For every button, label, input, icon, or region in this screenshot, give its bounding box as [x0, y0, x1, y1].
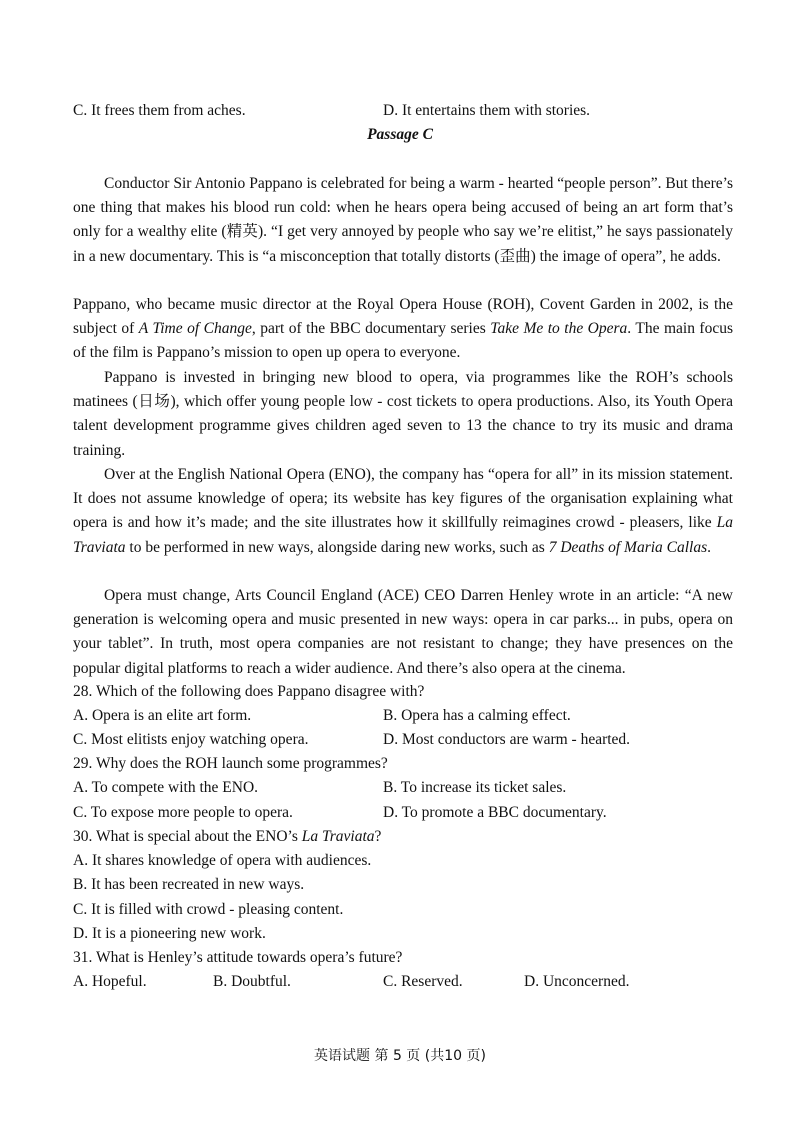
- paragraph-4-text-b: to be performed in new ways, alongside daring new works, such as: [125, 538, 549, 556]
- question-31-stem: 31. What is Henley’s attitude towards opera’s future?: [73, 949, 403, 966]
- question-29-option-b: B. To increase its ticket sales.: [383, 779, 567, 796]
- paragraph-3: Pappano is invested in bringing new blood to opera, via programmes like the ROH’s schools matinees (日场), which offer young people low - cost tickets to opera productions. Also, its Youth Opera talent development programme gives children aged seven to 13 the chance to try its music and drama training.: [73, 369, 733, 459]
- question-29-option-c: C. To expose more people to opera.: [73, 804, 293, 821]
- question-31-option-d: D. Unconcerned.: [524, 973, 630, 990]
- passage-title: Passage C: [367, 126, 433, 143]
- paragraph-1: Conductor Sir Antonio Pappano is celebrated for being a warm - hearted “people person”. But there’s one thing that makes his blood run cold: when he hears opera being accused of being an art form that’s only for a wealthy elite (精英). “I get very annoyed by people who say we’re elitist,” he says passionately in a new documentary. This is “a misconception that totally distorts (歪曲) the image of opera”, he adds.: [73, 175, 733, 265]
- paragraph-2-text-b: , part of the BBC documentary series: [251, 320, 491, 338]
- question-31-option-c: C. Reserved.: [383, 973, 463, 990]
- page-footer: 英语试题 第 5 页 (共10 页): [314, 1048, 486, 1064]
- paragraph-4-text-a: Over at the English National Opera (ENO), the company has “opera for all” in its mission statement. It does not assume knowledge of opera; its website has key figures of the organisation explaining what opera is and how it’s made; and the site illustrates how it skillfully reimagines crowd - pleasers, like: [73, 466, 733, 532]
- question-29-option-d: D. To promote a BBC documentary.: [383, 804, 607, 821]
- question-30-option-b: B. It has been recreated in new ways.: [73, 876, 305, 893]
- paragraph-5: Opera must change, Arts Council England (ACE) CEO Darren Henley wrote in an article: “A new generation is welcoming opera and music presented in new ways: opera in car parks... in pubs, opera on your tablet”. In truth, most opera companies are not resistant to change; they have presences on the popular digital platforms to reach a wider audience. And there’s also opera at the cinema.: [73, 587, 733, 677]
- documentary-title: A Time of Change: [138, 320, 252, 338]
- question-30-stem-text-a: 30. What is special about the ENO’s: [73, 828, 302, 845]
- question-28-option-b: B. Opera has a calming effect.: [383, 707, 571, 724]
- question-30-opera-title: La Traviata: [301, 828, 375, 845]
- paragraph-2: [73, 293, 733, 366]
- question-29-option-a: A. To compete with the ENO.: [73, 779, 259, 796]
- question-28-option-a: A. Opera is an elite art form.: [73, 707, 252, 724]
- series-title: Take Me to the Opera: [490, 320, 628, 338]
- paragraph-4-text-c: .: [707, 538, 712, 556]
- question-29-stem: 29. Why does the ROH launch some programmes?: [73, 755, 388, 772]
- paragraph-2-text-a: Pappano, who became music director at the Royal Opera House (ROH), Covent Garden in 2002, is the subject of: [73, 296, 733, 338]
- question-30-stem-text-b: ?: [374, 828, 382, 845]
- opera-title-callas: 7 Deaths of Maria Callas: [548, 538, 708, 556]
- paragraph-2-text-c: . The main focus of the film is Pappano’s mission to open up opera to everyone.: [73, 320, 733, 362]
- question-28-stem: 28. Which of the following does Pappano disagree with?: [73, 683, 425, 700]
- question-30-stem: [73, 827, 381, 847]
- question-28-option-d: D. Most conductors are warm - hearted.: [383, 731, 631, 748]
- question-30-option-a: A. It shares knowledge of opera with audiences.: [73, 852, 372, 869]
- question-31-option-b: B. Doubtful.: [213, 973, 291, 990]
- question-31-option-a: A. Hopeful.: [73, 973, 147, 990]
- prev-option-d: D. It entertains them with stories.: [383, 102, 591, 119]
- question-30-option-d: D. It is a pioneering new work.: [73, 925, 266, 942]
- question-28-option-c: C. Most elitists enjoy watching opera.: [73, 731, 309, 748]
- paragraph-4: [73, 463, 733, 560]
- opera-title-traviata: La Traviata: [73, 514, 733, 556]
- prev-option-c: C. It frees them from aches.: [73, 102, 246, 119]
- question-30-option-c: C. It is filled with crowd - pleasing content.: [73, 901, 344, 918]
